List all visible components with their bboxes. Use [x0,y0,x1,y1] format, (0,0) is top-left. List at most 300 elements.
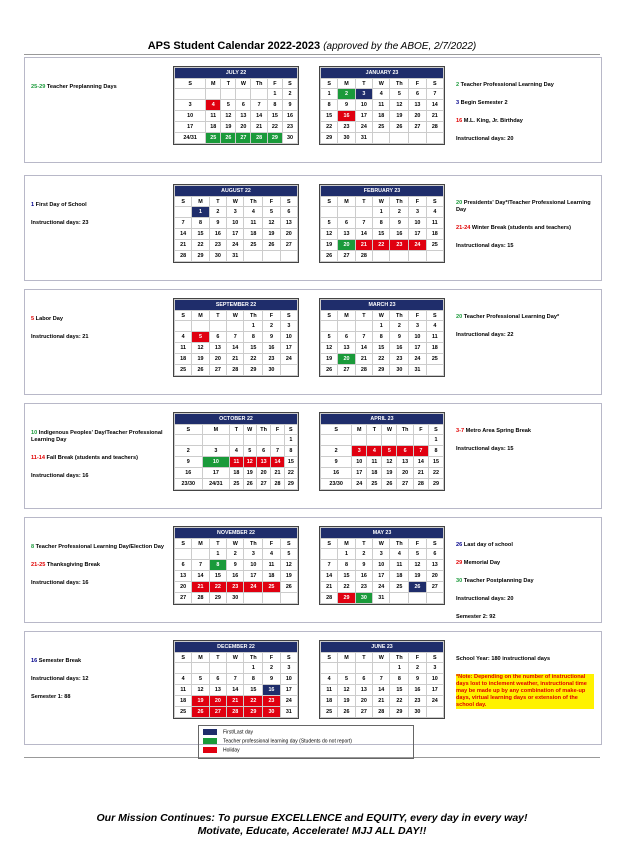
day-cell: 26 [382,479,397,490]
day-cell: 6 [280,207,297,218]
day-cell: 6 [338,332,355,343]
note-date: 21-24 [456,225,471,231]
day-cell: 11 [321,685,338,696]
calendar-note [456,136,594,143]
day-cell: 16 [282,111,297,122]
weekday-header: S [321,311,338,321]
day-cell: 2 [338,89,355,100]
weekday-header: S [426,539,443,549]
weekday-header: T [355,653,372,663]
day-cell: 16 [390,229,409,240]
weekday-header: Th [390,311,409,321]
day-cell: 14 [227,685,244,696]
weekday-header: W [227,539,244,549]
day-cell: 14 [192,571,209,582]
day-cell: 13 [256,457,270,468]
day-cell: 9 [390,218,409,229]
day-cell: 31 [280,707,297,718]
month-row [24,175,602,281]
weekday-header: T [367,425,382,435]
day-cell: 22 [321,122,338,133]
day-cell: 13 [426,560,443,571]
left-month-panel [25,176,313,280]
day-cell: 27 [338,365,355,376]
day-cell: 1 [321,89,338,100]
weekday-header: S [426,653,443,663]
weekday-header: Th [390,79,409,89]
day-cell [244,593,263,604]
day-cell: 7 [227,332,244,343]
day-cell: 14 [175,229,192,240]
day-cell: 27 [426,582,443,593]
legend-item-teacher-day [203,738,352,744]
day-cell [175,89,206,100]
day-cell: 6 [426,549,443,560]
note-text: Instructional days: 22 [456,332,514,338]
weekday-header: M [192,539,209,549]
day-cell: 14 [355,343,372,354]
day-cell [409,593,426,604]
day-cell: 15 [428,457,443,468]
weekday-header: F [409,311,426,321]
weekday-header: T [355,539,372,549]
day-cell: 22 [373,354,390,365]
day-cell: 5 [390,89,409,100]
day-cell: 10 [409,218,426,229]
makeup-note: *Note: Depending on the number of instructional days lost to inclement weather, instructional time may be made up by any combination of make-up days, virtual learning days or extension of the school day. [456,674,594,709]
weekday-header: M [338,311,355,321]
day-cell: 2 [175,446,203,457]
day-cell: 13 [355,685,372,696]
weekday-header: S [280,539,297,549]
day-cell: 13 [280,218,297,229]
day-cell: 18 [373,111,390,122]
day-cell: 17 [175,122,206,133]
day-cell: 10 [355,100,372,111]
weekday-header: W [373,311,390,321]
title-text: APS Student Calendar 2022-2023 [147,40,321,52]
day-cell: 6 [338,218,355,229]
day-cell: 19 [338,696,355,707]
day-cell [206,89,221,100]
day-cell: 7 [321,560,338,571]
day-cell: 3 [355,89,372,100]
day-cell: 9 [338,100,355,111]
day-cell: 4 [230,446,243,457]
day-cell: 11 [175,343,192,354]
legend-swatch [203,738,217,744]
weekday-header: M [192,653,209,663]
right-month-panel [313,518,601,622]
legend-label: Teacher professional learning day (Students do not report) [223,738,352,745]
day-cell [355,207,372,218]
month-calendar [173,412,299,491]
note-date: 20 [456,200,463,206]
left-month-panel [25,404,313,508]
day-cell: 28 [271,479,284,490]
month-calendar [319,640,445,719]
calendar-note [31,334,169,341]
note-text: Instructional days: 15 [456,446,514,452]
day-cell: 30 [390,365,409,376]
day-cell: 19 [192,696,209,707]
day-cell: 23 [390,354,409,365]
day-cell: 3 [280,663,297,674]
calendar-note [31,580,169,587]
day-cell [338,321,355,332]
day-cell: 15 [338,571,355,582]
day-cell: 25 [263,582,280,593]
month-title: OCTOBER 22 [175,414,298,425]
day-cell: 30 [227,593,244,604]
right-month-panel [313,58,601,162]
day-cell: 1 [244,321,263,332]
day-cell [202,435,230,446]
day-cell: 29 [244,707,263,718]
month-title: JULY 22 [175,68,298,79]
month-title: DECEMBER 22 [175,642,298,653]
day-cell: 3 [409,321,426,332]
day-cell: 23 [209,240,226,251]
weekday-header: Th [244,311,263,321]
legend-item-first-last [203,729,253,735]
weekday-header: W [373,539,390,549]
day-cell: 12 [321,343,338,354]
day-cell: 12 [243,457,256,468]
note-text: Teacher Professional Learning Day [459,82,554,88]
day-cell: 7 [192,560,209,571]
day-cell: 5 [221,100,236,111]
day-cell: 10 [426,674,443,685]
day-cell: 15 [244,685,263,696]
weekday-header: F [409,79,426,89]
day-cell: 29 [338,593,355,604]
day-cell: 11 [390,560,409,571]
day-cell: 20 [209,354,226,365]
month-calendar [319,526,445,605]
day-cell: 26 [263,240,280,251]
top-divider [24,54,600,55]
note-text: Instructional days: 23 [31,220,89,226]
mission-statement [0,812,624,838]
month-notes [31,316,169,352]
day-cell: 21 [355,240,372,251]
note-date: 3-7 [456,428,465,434]
day-cell: 25 [244,240,263,251]
day-cell [352,435,367,446]
day-cell: 6 [256,446,270,457]
day-cell: 14 [413,457,428,468]
day-cell: 25 [175,707,192,718]
day-cell: 13 [409,100,426,111]
weekday-header: F [409,653,426,663]
calendar-note [31,694,169,701]
day-cell: 6 [355,674,372,685]
weekday-header: Th [244,539,263,549]
day-cell: 8 [390,674,409,685]
day-cell [373,133,390,144]
note-text: Teacher Postplanning Day [462,578,534,584]
day-cell: 16 [409,685,426,696]
day-cell: 20 [338,354,355,365]
day-cell: 5 [321,218,338,229]
day-cell: 21 [271,468,284,479]
month-title: NOVEMBER 22 [175,528,298,539]
weekday-header: S [321,653,338,663]
day-cell: 24 [426,696,443,707]
day-cell: 25 [426,240,443,251]
day-cell: 26 [321,251,338,262]
weekday-header: M [192,197,209,207]
month-row [24,289,602,395]
day-cell [236,89,251,100]
day-cell: 24 [352,479,367,490]
day-cell [390,593,409,604]
day-cell: 6 [236,100,251,111]
legend-item-holiday [203,747,240,753]
day-cell [338,207,355,218]
day-cell: 9 [390,332,409,343]
day-cell [192,321,209,332]
day-cell [390,251,409,262]
day-cell: 4 [426,321,443,332]
day-cell: 19 [390,111,409,122]
day-cell: 5 [382,446,397,457]
day-cell: 16 [175,468,203,479]
day-cell: 2 [227,549,244,560]
day-cell: 1 [373,321,390,332]
day-cell: 2 [209,207,226,218]
day-cell: 14 [271,457,284,468]
weekday-header: W [382,425,397,435]
day-cell: 12 [409,560,426,571]
month-row [24,403,602,509]
day-cell: 2 [321,446,352,457]
day-cell [192,549,209,560]
note-date: 2 [456,82,460,88]
day-cell: 29 [284,479,297,490]
day-cell: 15 [209,571,226,582]
day-cell: 8 [338,560,355,571]
day-cell: 13 [236,111,251,122]
day-cell [355,321,372,332]
weekday-header: S [282,79,297,89]
day-cell: 10 [227,218,244,229]
weekday-header: Th [397,425,413,435]
day-cell [321,435,352,446]
weekday-header: W [227,653,244,663]
day-cell [426,251,443,262]
calendar-note [31,202,169,209]
weekday-header: F [267,79,282,89]
month-title: MAY 23 [321,528,444,539]
day-cell: 28 [373,707,390,718]
month-row [24,517,602,623]
day-cell: 15 [390,685,409,696]
day-cell [382,435,397,446]
day-cell: 11 [263,560,280,571]
day-cell [321,663,338,674]
day-cell: 13 [338,229,355,240]
left-month-panel [25,58,313,162]
day-cell: 13 [209,343,226,354]
day-cell: 28 [355,251,372,262]
day-cell: 9 [409,674,426,685]
day-cell: 29 [267,133,282,144]
weekday-header: M [206,79,221,89]
day-cell: 24 [280,354,297,365]
day-cell: 11 [230,457,243,468]
day-cell: 14 [426,100,443,111]
day-cell: 9 [263,674,280,685]
day-cell: 9 [355,560,372,571]
day-cell: 25 [373,122,390,133]
day-cell: 20 [209,696,226,707]
day-cell: 7 [355,332,372,343]
calendar-note [456,428,594,435]
day-cell [175,435,203,446]
day-cell: 28 [321,593,338,604]
day-cell: 18 [230,468,243,479]
month-notes [456,656,594,709]
day-cell [280,251,297,262]
day-cell: 13 [397,457,413,468]
day-cell: 24 [227,240,244,251]
day-cell: 14 [373,685,390,696]
month-calendar [173,184,299,263]
day-cell: 20 [409,111,426,122]
weekday-header: T [209,539,226,549]
day-cell [271,435,284,446]
day-cell: 14 [321,571,338,582]
mission-line-2: Motivate, Educate, Accelerate! MJJ ALL DAY!! [197,825,427,837]
day-cell: 12 [382,457,397,468]
day-cell: 3 [373,549,390,560]
day-cell: 5 [409,549,426,560]
weekday-header: M [202,425,230,435]
day-cell: 5 [192,332,209,343]
day-cell: 10 [280,674,297,685]
day-cell: 12 [192,343,209,354]
note-text: Winter Break (students and teachers) [470,225,571,231]
weekday-header: T [355,79,372,89]
day-cell: 6 [209,332,226,343]
day-cell: 3 [244,549,263,560]
day-cell: 16 [321,468,352,479]
day-cell: 4 [390,549,409,560]
day-cell: 26 [338,707,355,718]
weekday-header: S [426,311,443,321]
month-notes [456,428,594,464]
day-cell: 19 [192,354,209,365]
day-cell: 12 [390,100,409,111]
day-cell: 15 [373,229,390,240]
day-cell: 29 [373,365,390,376]
day-cell: 19 [321,354,338,365]
day-cell [230,435,243,446]
month-notes [31,84,169,102]
calendar-note [31,658,169,665]
weekday-header: W [227,197,244,207]
day-cell: 3 [202,446,230,457]
month-title: APRIL 23 [321,414,444,425]
day-cell: 19 [321,240,338,251]
day-cell [426,593,443,604]
day-cell: 26 [192,365,209,376]
note-date: 8 [31,544,35,550]
note-text: Instructional days: 20 [456,136,514,142]
day-cell: 23/30 [175,479,203,490]
weekday-header: T [230,425,243,435]
day-cell: 9 [321,457,352,468]
calendar-note [31,676,169,683]
month-calendar [173,526,299,605]
day-cell: 4 [426,207,443,218]
weekday-header: S [175,539,192,549]
day-cell: 9 [282,100,297,111]
day-cell: 10 [280,332,297,343]
day-cell: 4 [175,674,192,685]
day-cell: 15 [267,111,282,122]
day-cell: 28 [227,365,244,376]
day-cell: 17 [202,468,230,479]
day-cell: 9 [175,457,203,468]
right-month-panel [313,404,601,508]
weekday-header: S [175,311,192,321]
weekday-header: Th [244,653,263,663]
note-text: Teacher Professional Learning Day* [462,314,560,320]
note-date: 3 [456,100,460,106]
month-calendar [173,640,299,719]
day-cell: 4 [206,100,221,111]
day-cell: 17 [409,229,426,240]
day-cell: 5 [263,207,280,218]
day-cell: 16 [263,685,280,696]
note-text: Indigenous Peoples' Day/Teacher Professional Learning Day [31,430,163,443]
day-cell: 27 [397,479,413,490]
weekday-header: W [373,197,390,207]
day-cell: 11 [367,457,382,468]
day-cell: 13 [209,685,226,696]
day-cell: 21 [355,354,372,365]
day-cell: 8 [373,332,390,343]
calendar-note [456,578,594,585]
weekday-header: T [355,197,372,207]
day-cell [175,549,192,560]
note-text: Semester 1: 88 [31,694,71,700]
day-cell: 27 [280,240,297,251]
day-cell: 8 [209,560,226,571]
day-cell: 17 [352,468,367,479]
day-cell: 10 [244,560,263,571]
day-cell: 26 [192,707,209,718]
left-month-panel [25,518,313,622]
note-text: Metro Area Spring Break [464,428,532,434]
day-cell: 9 [209,218,226,229]
day-cell: 2 [390,321,409,332]
weekday-header: F [263,197,280,207]
day-cell: 1 [338,549,355,560]
note-text: Teacher Professional Learning Day/Election Day [34,544,164,550]
day-cell: 22 [209,582,226,593]
day-cell: 10 [352,457,367,468]
day-cell: 3 [426,663,443,674]
day-cell [373,663,390,674]
note-date: 20 [456,314,463,320]
day-cell: 18 [321,696,338,707]
day-cell: 25 [390,582,409,593]
month-title: SEPTEMBER 22 [175,300,298,311]
